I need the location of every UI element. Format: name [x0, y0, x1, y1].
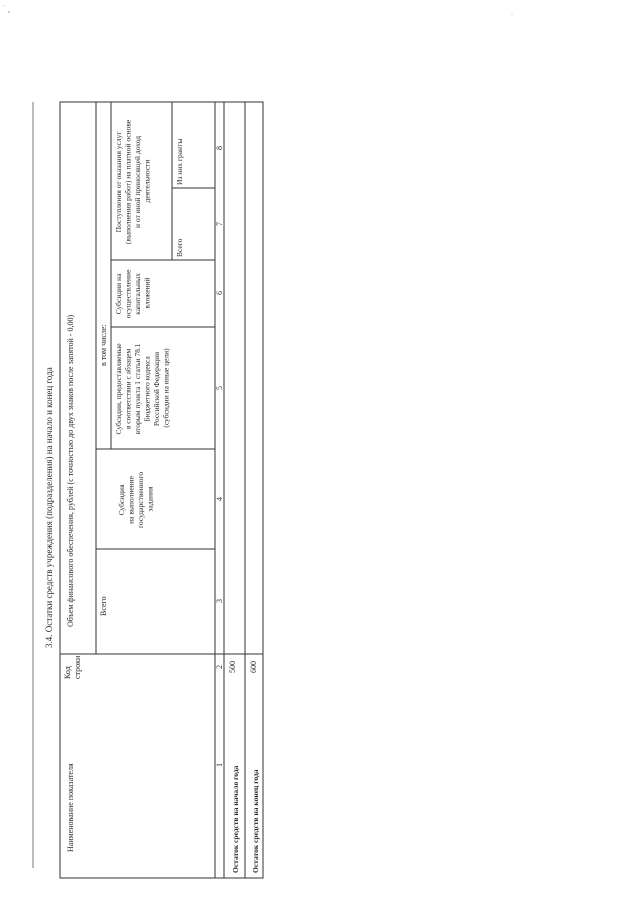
header-subsidy-state-task: Субсидия на выполнение государственного задания: [117, 471, 155, 528]
table-row: [228, 661, 240, 873]
scan-speck: [8, 11, 10, 13]
column-number: 4: [215, 497, 224, 501]
column-number: 1: [215, 763, 224, 767]
column-number: 5: [215, 386, 224, 390]
header-line-code: Код строки: [63, 655, 82, 679]
header-income-grants: Из них гранты: [175, 138, 184, 185]
scan-speck: [4, 6, 5, 7]
row-code-end-of-year: 600: [249, 661, 258, 673]
column-number: 6: [215, 291, 224, 295]
table-border: [60, 102, 263, 878]
column-number: 2: [215, 665, 224, 669]
header-paid-services-income: Поступления от оказания услуг (выполнения работ) на платной основе и от иной приносящей доход деятельности: [114, 119, 152, 245]
row-label-start-of-year: Остаток средств на начало года: [231, 765, 240, 873]
row-code-start-of-year: 500: [228, 661, 237, 673]
header-subsidy-other-purposes: Субсидии, предоставляемые в соответствии с абзацем вторым пункта 1 статьи 78.1 Бюджетного кодекса Российской Федерации (субсидии на иные цели): [114, 343, 171, 435]
column-number: 7: [215, 222, 224, 226]
residual-funds-table: [60, 102, 263, 878]
header-subsidy-capital: Субсидии на осуществление капитальных вложений: [114, 269, 152, 319]
row-label-end-of-year: Остаток средств на конец года: [251, 769, 260, 873]
header-including: в том числе:: [99, 324, 108, 366]
table-row: [249, 661, 260, 873]
header-income-total: Всего: [175, 238, 184, 257]
header-financial-volume: Объем финансового обеспечения, рублей (с точностью до двух знаков после запятой - 0,00): [66, 314, 75, 627]
header-total: Всего: [99, 596, 108, 616]
section-title: 3.4. Остатки средств учреждения (подразделения) на начало и конец года: [44, 367, 54, 648]
column-number: 3: [215, 599, 224, 603]
column-number: 8: [215, 146, 224, 150]
scan-speck: [512, 14, 513, 15]
header-indicator-name: Наименование показателя: [66, 763, 75, 852]
